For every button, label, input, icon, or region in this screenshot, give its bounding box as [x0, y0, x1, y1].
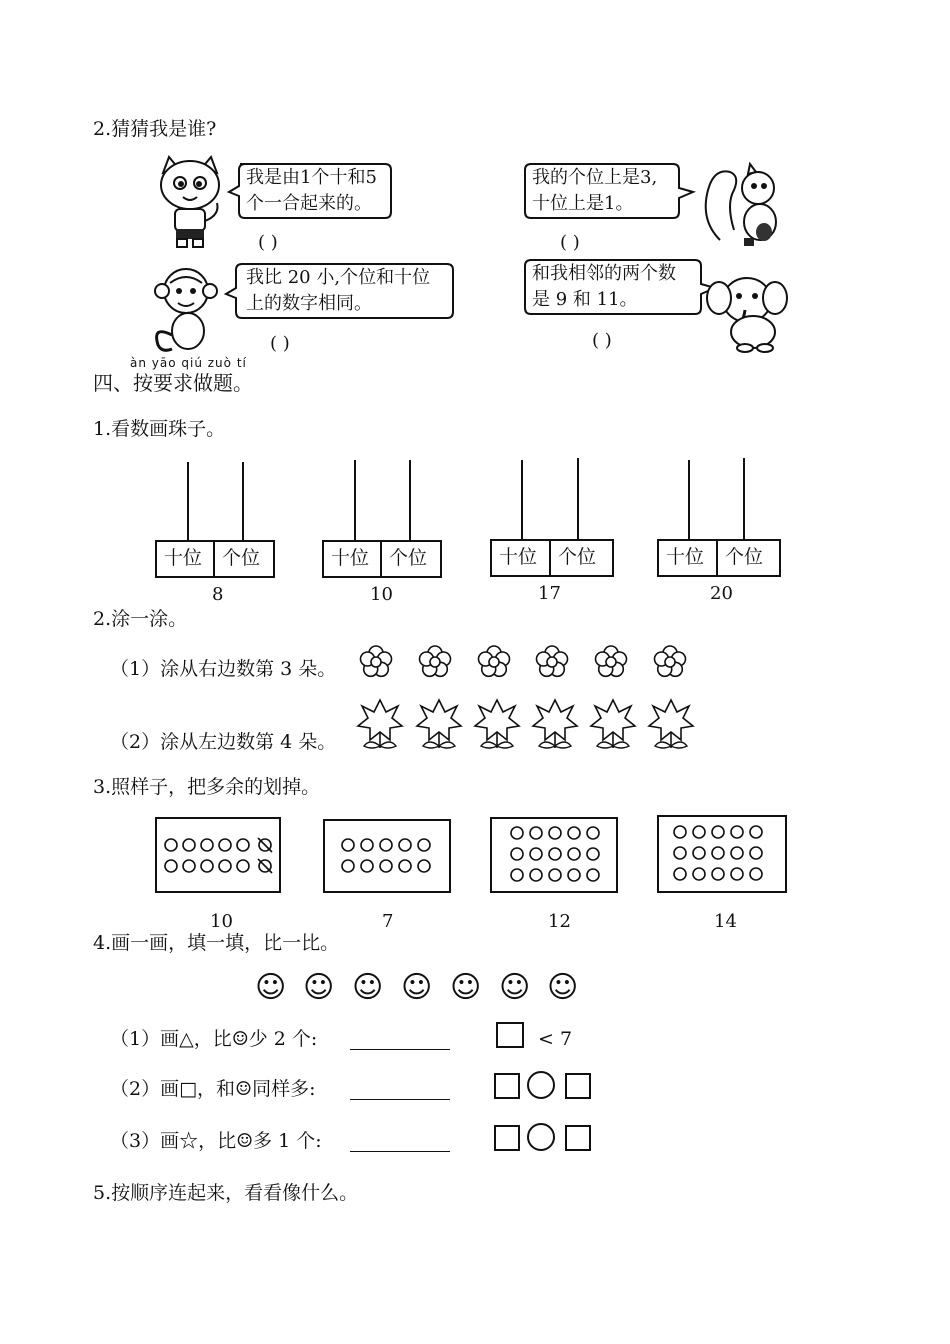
tens-label: 十位	[331, 547, 370, 569]
question-title-coloring: 2.涂一涂。	[93, 608, 188, 630]
abacus-number-1: 8	[212, 584, 224, 605]
tens-label: 十位	[499, 546, 538, 568]
smiley-icon: ☺	[401, 970, 433, 1005]
compare-less-than-7: < 7	[538, 1028, 573, 1050]
bubble-text-1: 我是由1个十和5 个一合起来的。	[246, 167, 377, 214]
coloring-instruction-1: （1）涂从右边数第 3 朵。	[110, 658, 337, 680]
smiley-icon: ☺	[450, 970, 482, 1005]
answer-line-3[interactable]	[350, 1151, 450, 1152]
answer-line-1[interactable]	[350, 1049, 450, 1050]
box-number-1: 10	[210, 911, 233, 932]
box-number-2: 7	[382, 911, 394, 932]
question-title-connect: 5.按顺序连起来，看看像什么。	[93, 1182, 359, 1204]
smiley-icon: ☺	[303, 970, 335, 1005]
bubble-text-2: 我的个位上是3, 十位上是1。	[532, 167, 658, 214]
abacus-number-3: 17	[538, 583, 561, 604]
answer-circle[interactable]	[527, 1071, 555, 1099]
ones-label: 个位	[558, 546, 597, 568]
tens-label: 十位	[666, 546, 705, 568]
box-number-3: 12	[548, 911, 571, 932]
smiley-icon: ☺	[255, 970, 287, 1005]
bubble-text-4: 和我相邻的两个数 是 9 和 11。	[532, 263, 676, 310]
answer-blank-1[interactable]: ( )	[258, 232, 278, 253]
question-title-abacus: 1.看数画珠子。	[93, 418, 226, 440]
answer-blank-2[interactable]: ( )	[560, 232, 580, 253]
ones-label: 个位	[725, 546, 764, 568]
pinyin-annotation: àn yāo qiú zuò tí	[130, 356, 247, 370]
question-title-cross-out: 3.照样子，把多余的划掉。	[93, 776, 321, 798]
draw-instruction-2: （2）画□，和☺同样多:	[110, 1078, 316, 1100]
ones-label: 个位	[389, 547, 428, 569]
question-title-draw: 4.画一画，填一填，比一比。	[93, 932, 340, 954]
answer-square[interactable]	[565, 1073, 591, 1099]
answer-square[interactable]	[496, 1022, 524, 1048]
answer-circle[interactable]	[527, 1123, 555, 1151]
answer-blank-3[interactable]: ( )	[270, 333, 290, 354]
coloring-instruction-2: （2）涂从左边数第 4 朵。	[110, 731, 337, 753]
tens-label: 十位	[164, 547, 203, 569]
answer-square[interactable]	[565, 1125, 591, 1151]
abacus-number-4: 20	[710, 583, 733, 604]
answer-blank-4[interactable]: ( )	[592, 330, 612, 351]
ones-label: 个位	[222, 547, 261, 569]
smiley-icon: ☺	[547, 970, 579, 1005]
draw-instruction-1: （1）画△，比☺少 2 个:	[110, 1028, 318, 1050]
answer-square[interactable]	[494, 1073, 520, 1099]
bubble-text-3: 我比 20 小,个位和十位 上的数字相同。	[246, 267, 431, 314]
answer-line-2[interactable]	[350, 1099, 450, 1100]
smiley-icon: ☺	[352, 970, 384, 1005]
section-title-4: 四、按要求做题。	[93, 371, 253, 395]
box-number-4: 14	[714, 911, 737, 932]
abacus-number-2: 10	[370, 584, 393, 605]
smiley-icon: ☺	[499, 970, 531, 1005]
draw-instruction-3: （3）画☆，比☺多 1 个:	[110, 1130, 322, 1152]
question-title-guess: 2.猜猜我是谁?	[93, 118, 217, 140]
answer-square[interactable]	[494, 1125, 520, 1151]
